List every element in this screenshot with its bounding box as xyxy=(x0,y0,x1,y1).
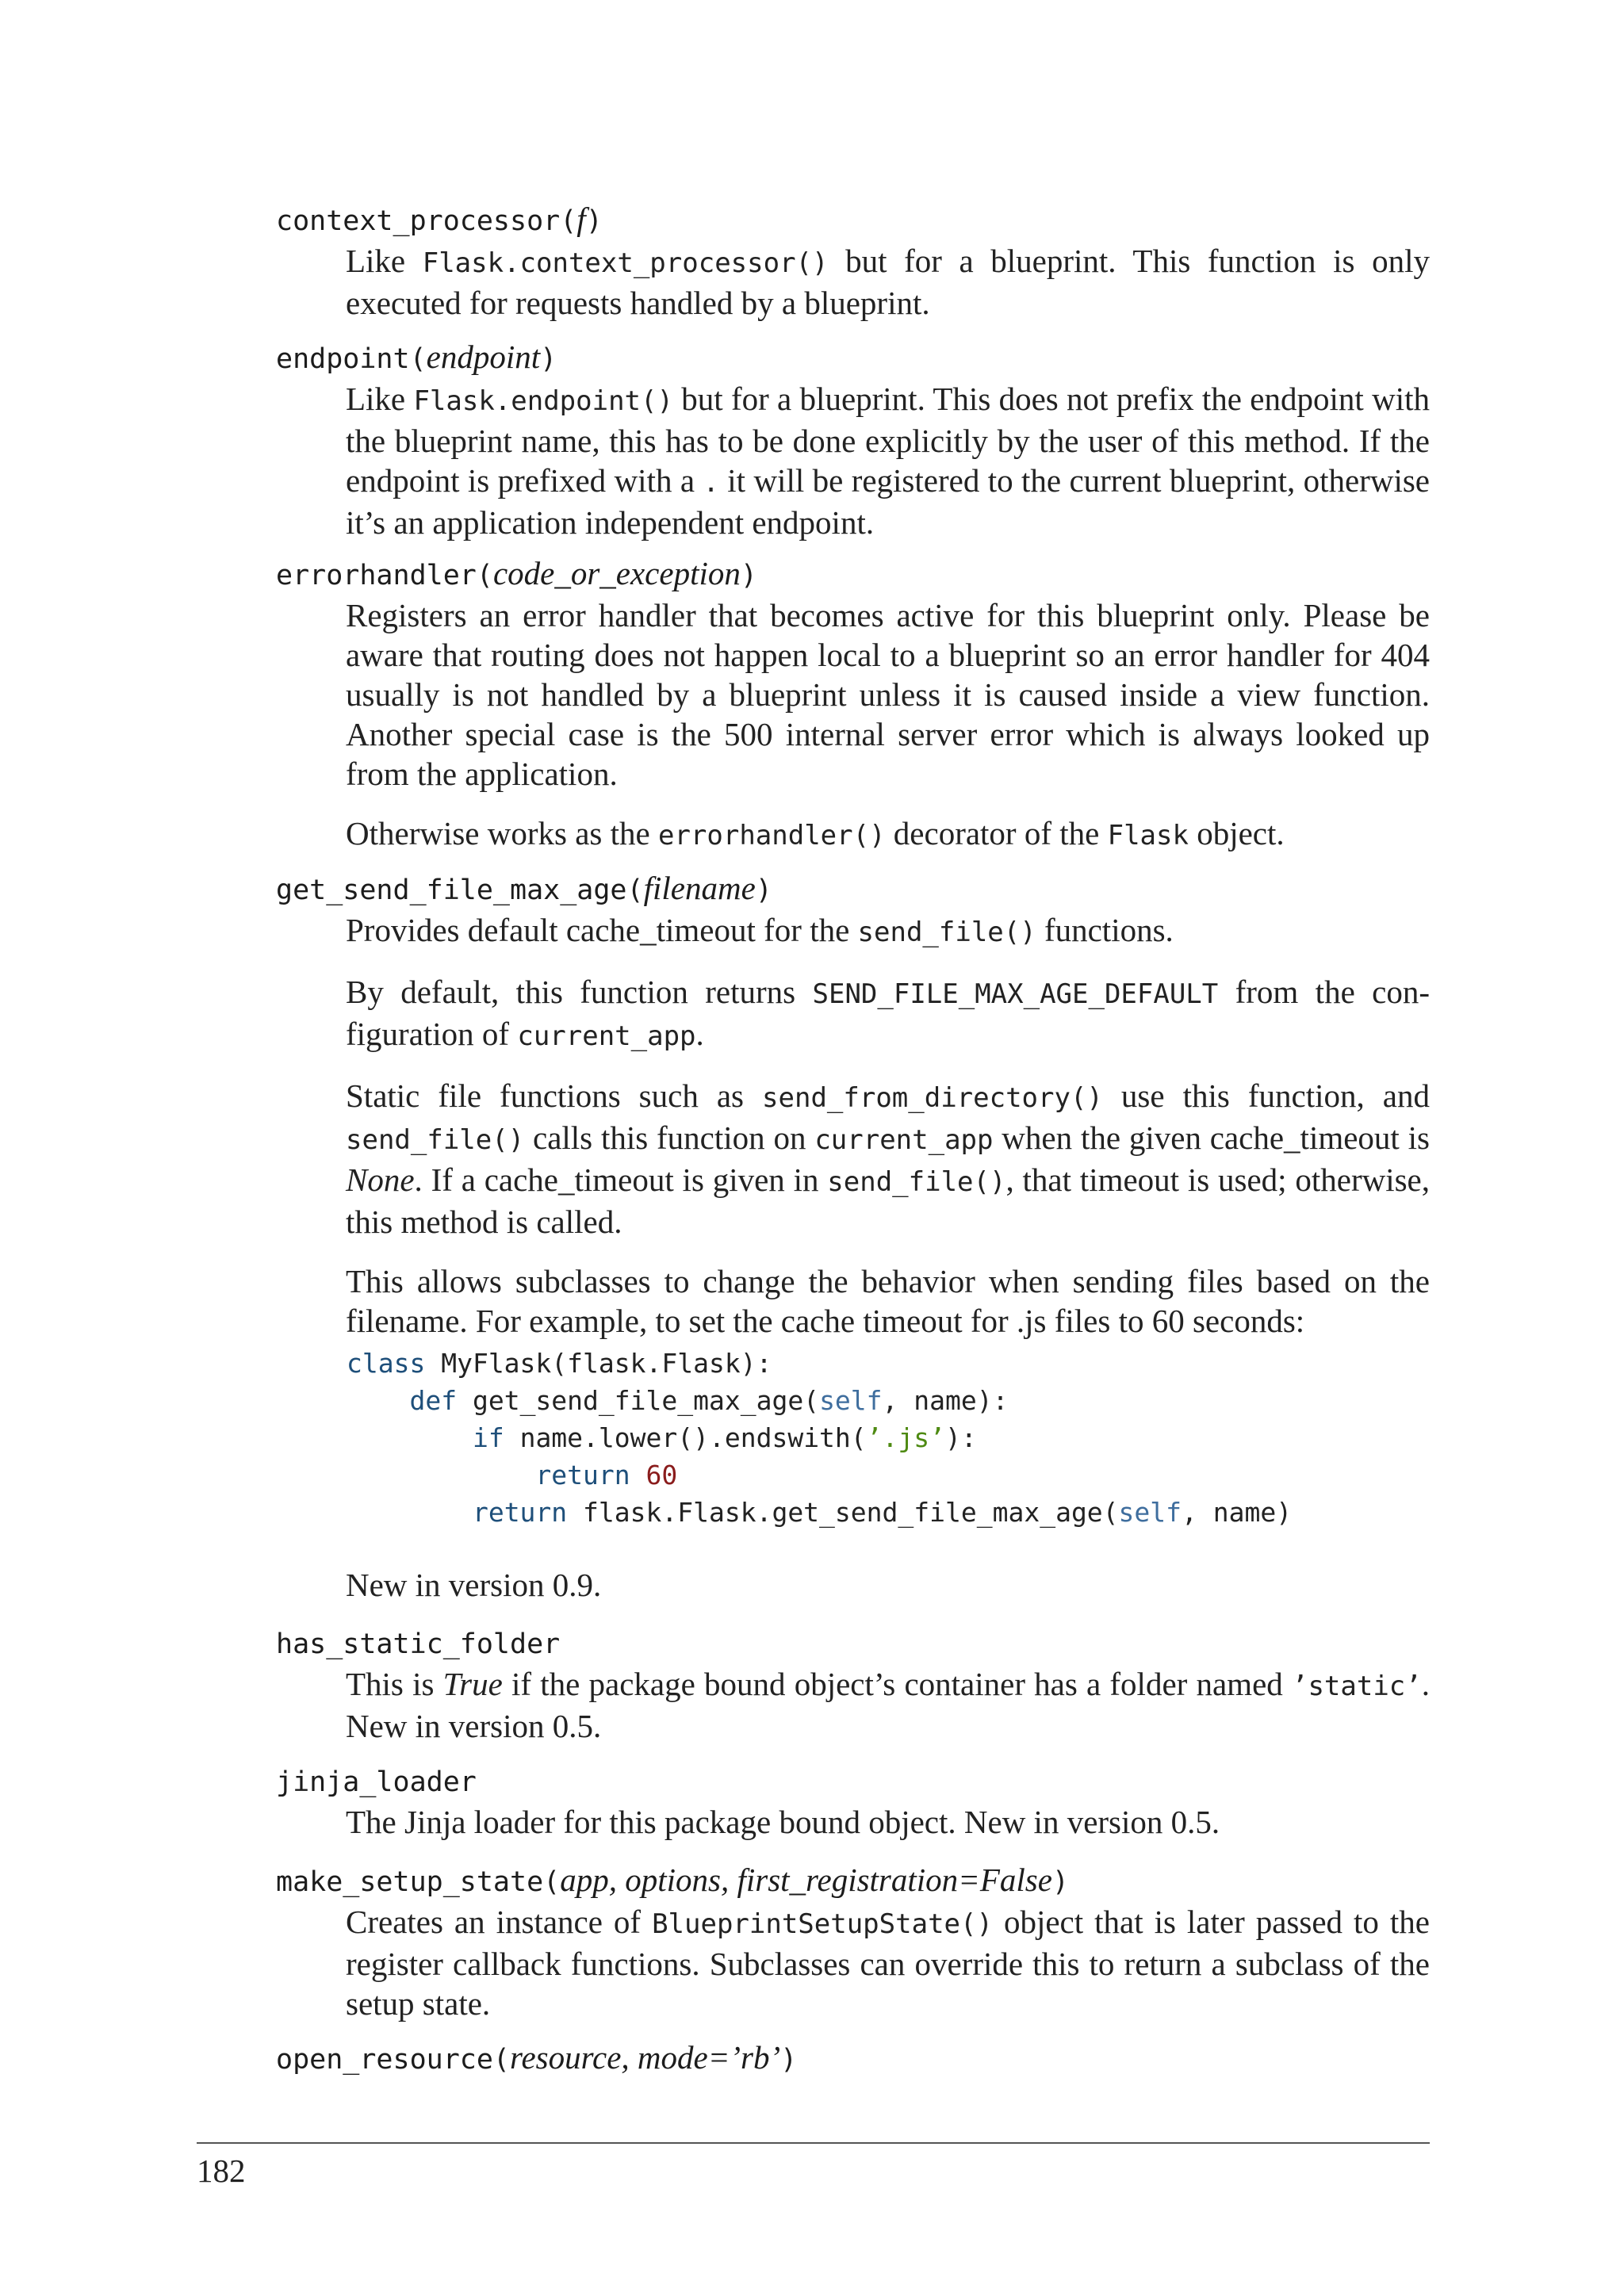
description-jinja-loader xyxy=(346,1802,1430,1842)
text: use this function, and xyxy=(1102,1077,1430,1114)
code-line xyxy=(347,1419,1292,1456)
signature-close: ) xyxy=(755,874,772,906)
text: object. xyxy=(1188,815,1285,851)
text: . If a cache_timeout is given in xyxy=(414,1161,828,1198)
signature-open-resource xyxy=(276,2038,1430,2080)
code-keyword: return xyxy=(472,1497,568,1528)
paragraph xyxy=(346,241,1430,323)
paragraph xyxy=(346,379,1430,542)
code-self: self xyxy=(819,1385,883,1416)
text: Static file functions such as xyxy=(346,1077,763,1114)
text: decorator of the xyxy=(885,815,1108,851)
text: . xyxy=(695,1016,704,1052)
entry-context-processor xyxy=(276,199,1430,342)
code-keyword: if xyxy=(472,1422,504,1453)
inline-code: errorhandler() xyxy=(657,820,886,851)
inline-code: send_from_directory() xyxy=(762,1082,1103,1114)
signature-params: f xyxy=(576,201,586,237)
code-number: 60 xyxy=(645,1460,678,1490)
signature-name: make_setup_state( xyxy=(276,1866,561,1898)
code-text: get_send_file_max_age( xyxy=(457,1385,820,1416)
code-text: , name): xyxy=(882,1385,1009,1416)
signature-get-send-file-max-age xyxy=(276,868,1430,910)
signature-close: ) xyxy=(585,205,603,237)
text: By default, this function returns xyxy=(346,974,813,1010)
code-self: self xyxy=(1118,1497,1182,1528)
inline-code: . xyxy=(703,467,719,499)
inline-code: Flask xyxy=(1107,820,1189,851)
paragraph xyxy=(346,813,1430,855)
inline-code: ’static’ xyxy=(1291,1670,1422,1702)
code-indent xyxy=(347,1460,535,1490)
code-keyword: def xyxy=(409,1385,458,1416)
inline-code: send_file() xyxy=(827,1166,1006,1198)
paragraph: This allows subclasses to change the behavior when sending files based on the filename. For example, to set the cache timeout for .js files to 60 seconds: xyxy=(346,1263,1430,1339)
text: , that timeout is used; otherwise, this method is called. xyxy=(346,1161,1431,1240)
text: from the configuration of xyxy=(346,974,1430,1052)
code-text: name.lower().endswith( xyxy=(504,1422,867,1453)
inline-code: send_file() xyxy=(857,916,1036,948)
entry-jinja-loader xyxy=(276,1762,1430,1862)
text: it will be registered to the current blueprint, otherwise it’s an application independent endpoint. xyxy=(346,462,1430,541)
signature-errorhandler xyxy=(276,553,1430,595)
signature-jinja-loader: jinja_loader xyxy=(276,1766,477,1798)
description-errorhandler xyxy=(346,595,1430,855)
text: Otherwise works as the xyxy=(346,815,658,851)
code-line xyxy=(347,1456,1292,1494)
entry-open-resource xyxy=(276,2038,1430,2080)
signature-close: ) xyxy=(540,343,557,375)
code-indent xyxy=(347,1422,473,1453)
signature-params: resource, mode=’rb’ xyxy=(510,2039,781,2076)
code-keyword: class xyxy=(347,1348,426,1379)
code-indent xyxy=(347,1385,409,1416)
code-indent xyxy=(347,1497,473,1528)
paragraph: The Jinja loader for this package bound object. New in version 0.5. xyxy=(346,1804,1220,1840)
text: if the package bound object’s container has a folder named xyxy=(502,1666,1292,1702)
text: functions. xyxy=(1036,912,1174,948)
code-example xyxy=(347,1345,1292,1531)
code-line xyxy=(347,1382,1292,1419)
signature-name: get_send_file_max_age( xyxy=(276,874,644,906)
emphasis: True xyxy=(442,1666,503,1702)
paragraph xyxy=(346,910,1430,952)
signature-make-setup-state xyxy=(276,1860,1430,1902)
signature-params: code_or_exception xyxy=(492,555,741,591)
signature-close: ) xyxy=(1051,1866,1069,1898)
description-make-setup-state xyxy=(346,1902,1430,2023)
paragraph: Registers an error handler that becomes active for this blueprint only. Please be aware that routing does not happen local to a blueprint so an error handler for 404 usually is not handled by a blueprint unless it is caused inside a view function. Another special case is the 500 internal server error which is always looked up from the application. xyxy=(346,597,1430,792)
entry-endpoint xyxy=(276,337,1430,562)
signature-name: context_processor( xyxy=(276,205,577,237)
description-endpoint xyxy=(346,379,1430,542)
emphasis: None xyxy=(346,1161,415,1198)
description-version-note xyxy=(346,1565,1430,1605)
paragraph xyxy=(346,1902,1430,2023)
text: calls this function on xyxy=(524,1119,815,1156)
description-context-processor xyxy=(346,241,1430,323)
version-note: New in version 0.9. xyxy=(346,1567,602,1603)
signature-params: filename xyxy=(643,870,756,906)
signature-close: ) xyxy=(740,560,757,591)
text: when the given cache_timeout is xyxy=(993,1119,1430,1156)
text: Like xyxy=(346,243,423,279)
signature-close: ) xyxy=(780,2044,798,2076)
text: . New in version 0.5. xyxy=(346,1666,1430,1744)
description-has-static-folder xyxy=(346,1664,1430,1746)
footer-rule xyxy=(197,2142,1430,2144)
inline-code: Flask.context_processor() xyxy=(422,247,829,279)
code-line xyxy=(347,1494,1292,1531)
code-string: ’.js’ xyxy=(866,1422,946,1453)
inline-code: Flask.endpoint() xyxy=(413,385,673,417)
text: Like xyxy=(346,381,414,417)
code-text: ): xyxy=(945,1422,977,1453)
text: but for a blueprint. This function is only executed for requests handled by a blueprint. xyxy=(346,243,1430,321)
code-text: MyFlask(flask.Flask): xyxy=(425,1348,772,1379)
signature-params: endpoint xyxy=(426,339,541,375)
signature-name: errorhandler( xyxy=(276,560,493,591)
inline-code: current_app xyxy=(517,1020,696,1052)
inline-code: send_file() xyxy=(346,1124,525,1156)
paragraph xyxy=(346,1076,1430,1242)
code-text: flask.Flask.get_send_file_max_age( xyxy=(567,1497,1119,1528)
inline-code: SEND_FILE_MAX_AGE_DEFAULT xyxy=(812,978,1219,1010)
entry-has-static-folder xyxy=(276,1624,1430,1766)
code-keyword: return xyxy=(535,1460,630,1490)
text: object that is later passed to the register callback functions. Subclasses can override this to return a subclass of the setup state. xyxy=(346,1904,1430,2022)
text: Provides default cache_timeout for the xyxy=(346,912,858,948)
paragraph xyxy=(346,1664,1430,1746)
text: but for a blueprint. This does not prefix the endpoint with the blueprint name, this has to be done explicitly by the user of this method. If the endpoint is prefixed with a xyxy=(346,381,1430,499)
description-get-send-file-max-age xyxy=(346,910,1430,1341)
entry-make-setup-state xyxy=(276,1860,1430,2043)
signature-has-static-folder: has_static_folder xyxy=(276,1628,561,1660)
signature-name: open_resource( xyxy=(276,2044,511,2076)
text: Creates an instance of xyxy=(346,1904,653,1940)
signature-params: app, options, first_registration=False xyxy=(560,1862,1052,1898)
inline-code: current_app xyxy=(814,1124,994,1156)
code-text: , name) xyxy=(1182,1497,1293,1528)
entry-get-send-file-max-age xyxy=(276,868,1430,1360)
signature-context-processor xyxy=(276,199,1430,241)
entry-errorhandler xyxy=(276,553,1430,875)
signature-name: endpoint( xyxy=(276,343,427,375)
version-note-block xyxy=(276,1565,1430,1624)
page-number: 182 xyxy=(197,2152,246,2189)
paragraph xyxy=(346,972,1430,1056)
code-line xyxy=(347,1345,1292,1382)
text: This is xyxy=(346,1666,443,1702)
signature-endpoint xyxy=(276,337,1430,379)
inline-code: BlueprintSetupState() xyxy=(652,1908,993,1940)
code-text xyxy=(630,1460,646,1490)
